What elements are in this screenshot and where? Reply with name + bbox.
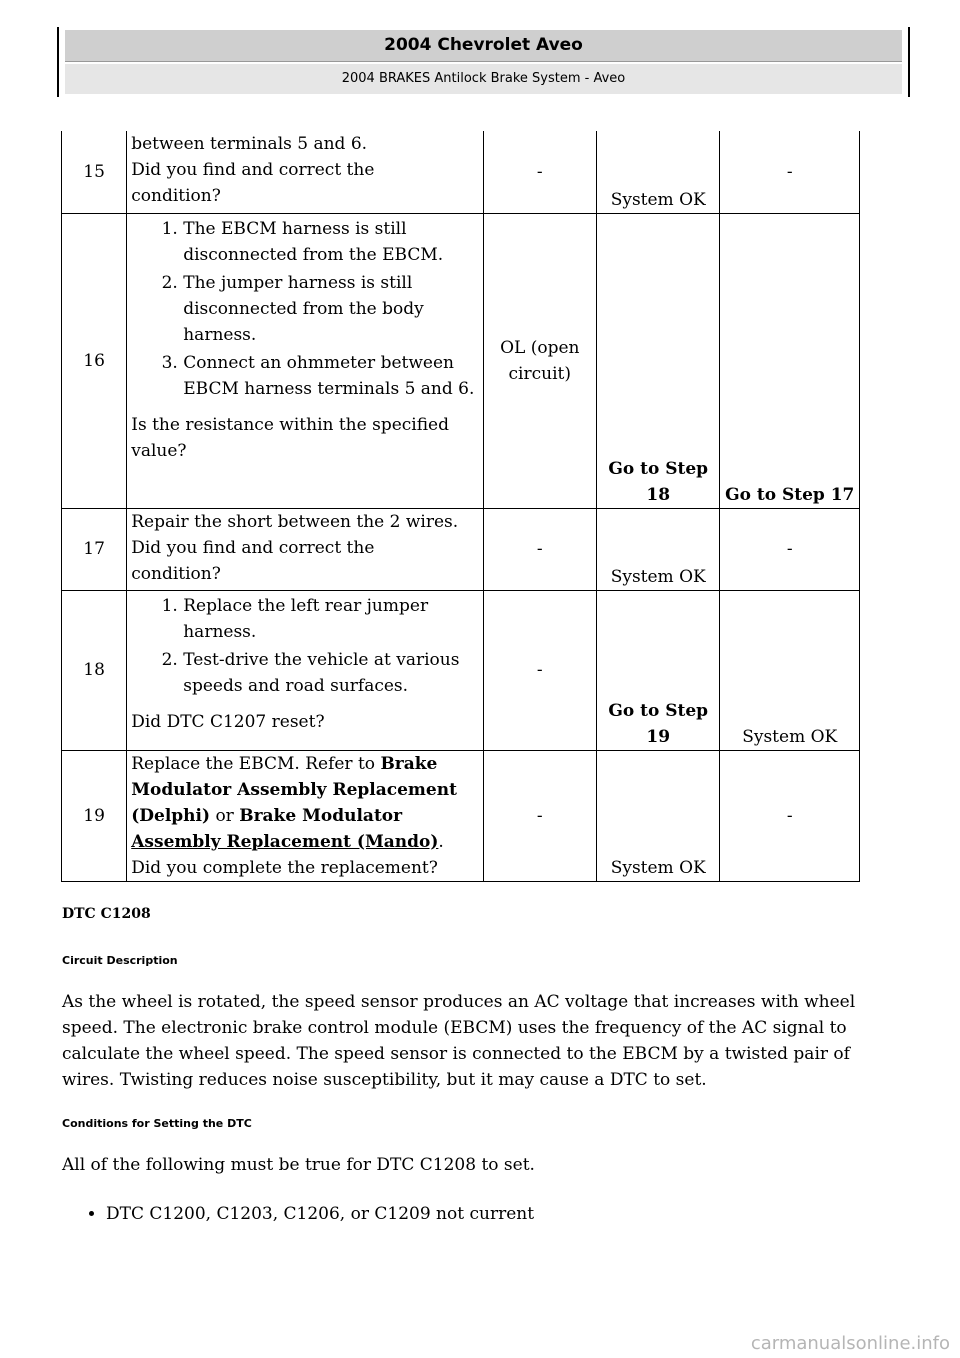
circuit-description-heading: Circuit Description xyxy=(62,954,178,967)
action-text xyxy=(131,751,478,855)
reference-link[interactable]: Modulator Assembly Replacement (Delphi) xyxy=(131,779,457,826)
table-row xyxy=(62,131,860,213)
value-cell: - xyxy=(483,590,596,750)
action-cell xyxy=(127,508,483,590)
table-row xyxy=(62,590,860,750)
conditions-list xyxy=(62,1201,534,1227)
action-step: 2. Test-drive the vehicle at various speeds and road surfaces. xyxy=(183,647,478,699)
action-line: condition? xyxy=(131,186,221,206)
circuit-description-text: As the wheel is rotated, the speed sensor produces an AC voltage that increases with wheel speed. The electronic brake control module (EBCM) uses the frequency of the AC signal to calculate the wheel speed. The speed sensor is connected to the EBCM by a twisted pair of wires. Twisting reduces noise susceptibility, but it may cause a DTC to set. xyxy=(62,992,856,1090)
reference-link[interactable]: Assembly Replacement (Mando) xyxy=(131,831,439,852)
action-step: 1. The EBCM harness is still disconnected from the EBCM. xyxy=(183,216,478,268)
action-question: Did DTC C1207 reset? xyxy=(131,711,325,732)
reference-link[interactable]: Brake Modulator xyxy=(239,805,403,826)
action-step: 3. Connect an ohmmeter between EBCM harness terminals 5 and 6. xyxy=(183,350,478,402)
goto-step-link[interactable]: Go to Step 17 xyxy=(725,484,855,505)
action-question: Did you complete the replacement? xyxy=(131,857,438,878)
no-cell: - xyxy=(720,131,860,213)
action-cell xyxy=(127,131,483,213)
action-text-part: or xyxy=(210,805,240,826)
no-cell: - xyxy=(720,508,860,590)
diagnostic-table xyxy=(61,131,860,882)
table-row xyxy=(62,750,860,881)
action-cell xyxy=(127,213,483,508)
action-steps xyxy=(131,593,478,699)
action-cell xyxy=(127,750,483,881)
value-cell: - xyxy=(483,750,596,881)
goto-step-link[interactable]: 18 xyxy=(646,484,671,505)
yes-cell xyxy=(596,590,719,750)
dtc-heading: DTC C1208 xyxy=(62,906,151,922)
value-cell: - xyxy=(483,508,596,590)
step-number: 15 xyxy=(62,131,127,213)
action-text-part: Replace the EBCM. Refer to xyxy=(131,753,381,774)
step-number: 16 xyxy=(62,213,127,508)
conditions-text: All of the following must be true for DTC C1208 to set. xyxy=(62,1155,535,1175)
document-header xyxy=(57,27,910,97)
table-row xyxy=(62,213,860,508)
action-cell xyxy=(127,590,483,750)
step-number: 18 xyxy=(62,590,127,750)
action-question: Is the resistance within the specified value? xyxy=(131,414,450,461)
yes-cell: System OK xyxy=(596,508,719,590)
action-step: 2. The jumper harness is still disconnected from the body harness. xyxy=(183,270,478,348)
goto-text: Go to Step xyxy=(608,700,709,721)
conditions-heading: Conditions for Setting the DTC xyxy=(62,1117,252,1130)
yes-cell: System OK xyxy=(596,131,719,213)
action-text-part: . xyxy=(438,831,444,852)
document-subtitle: 2004 BRAKES Antilock Brake System - Aveo xyxy=(65,64,902,94)
document-title: 2004 Chevrolet Aveo xyxy=(65,30,902,62)
watermark: carmanualsonline.info xyxy=(750,1333,950,1354)
step-number: 19 xyxy=(62,750,127,881)
goto-step-link[interactable]: 19 xyxy=(646,726,671,747)
goto-text: Go to Step xyxy=(608,458,709,479)
no-cell: - xyxy=(720,750,860,881)
action-line: Did you find and correct the xyxy=(131,537,375,558)
action-steps xyxy=(131,216,478,402)
action-step: 1. Replace the left rear jumper harness. xyxy=(183,593,478,645)
no-cell xyxy=(720,213,860,508)
action-line: Repair the short between the 2 wires. xyxy=(131,511,459,532)
table-row xyxy=(62,508,860,590)
value-cell: OL (open circuit) xyxy=(483,213,596,508)
action-line: Did you find and correct the xyxy=(131,160,375,180)
value-cell: - xyxy=(483,131,596,213)
reference-link[interactable]: Brake xyxy=(380,753,438,774)
step-number: 17 xyxy=(62,508,127,590)
action-line: between terminals 5 and 6. xyxy=(131,134,368,154)
yes-cell: System OK xyxy=(596,750,719,881)
no-cell: System OK xyxy=(720,590,860,750)
yes-cell xyxy=(596,213,719,508)
list-item: • DTC C1200, C1203, C1206, or C1209 not current xyxy=(106,1201,534,1227)
action-line: condition? xyxy=(131,563,221,584)
